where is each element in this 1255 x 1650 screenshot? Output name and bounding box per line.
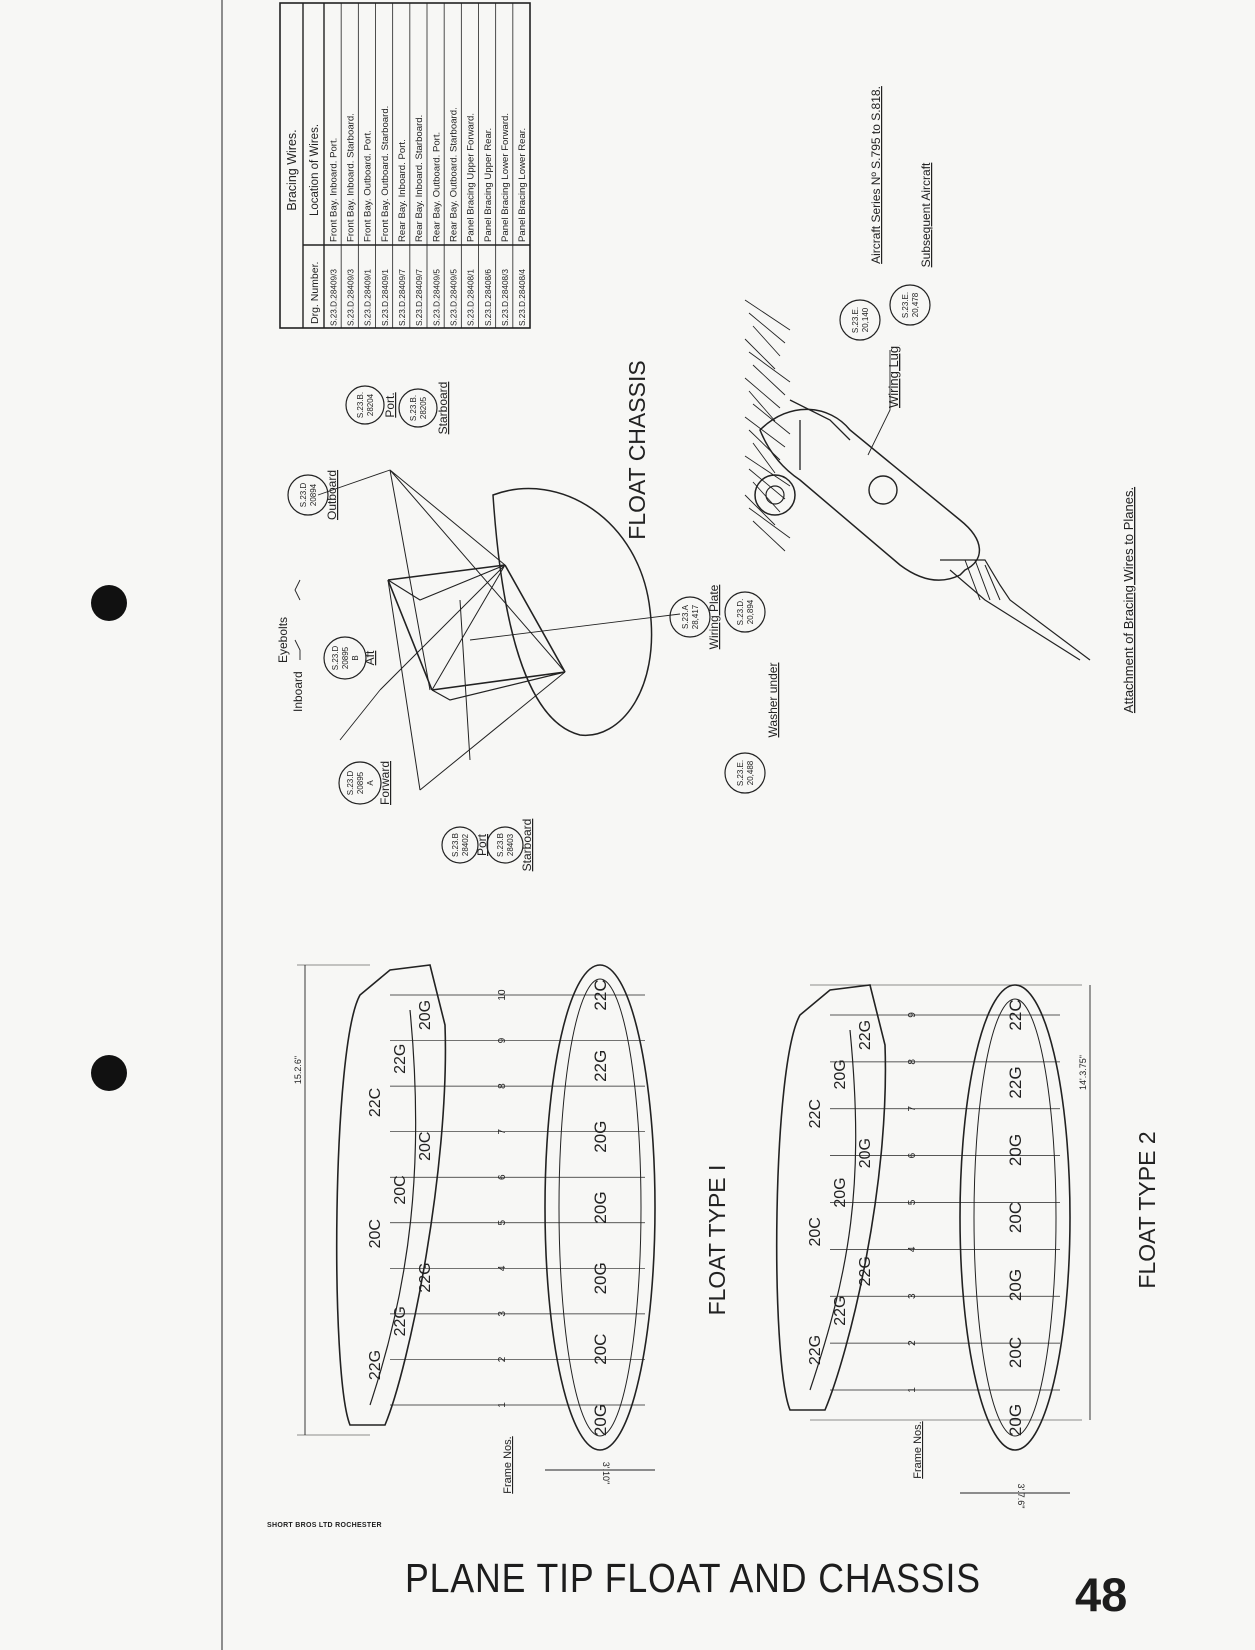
callout-number: 28,417 bbox=[691, 604, 700, 630]
panel-gauge-label: 22G bbox=[591, 1049, 610, 1082]
callout-label: Aircraft Series Nº S.795 to S.818. bbox=[869, 86, 883, 264]
inboard-label: Inboard bbox=[291, 671, 305, 712]
surface-hatching bbox=[745, 495, 775, 525]
frame-number: 6 bbox=[497, 1174, 508, 1181]
callout-washer-2 bbox=[725, 753, 765, 793]
callout-circle bbox=[890, 285, 930, 325]
callout-number: 28403 bbox=[506, 833, 515, 857]
surface-hatching bbox=[749, 391, 775, 421]
panel-gauge-label: 20G bbox=[832, 1177, 849, 1208]
surface-hatching bbox=[753, 365, 785, 395]
frame-number: 6 bbox=[907, 1152, 918, 1159]
table-cell-location: Panel Bracing Lower Forward. bbox=[500, 112, 512, 242]
wiring-lug-label: Wiring Lug bbox=[886, 345, 901, 408]
callout-number: A bbox=[366, 780, 375, 786]
callout-label: Aft bbox=[363, 650, 377, 666]
panel-gauge-label: 20G bbox=[591, 1120, 610, 1153]
frame-number: 2 bbox=[907, 1340, 918, 1346]
callout-label: Outboard bbox=[325, 469, 339, 521]
publisher-credit: SHORT BROS LTD ROCHESTER bbox=[267, 1522, 382, 1529]
table-cell-location: Front Bay. Outboard. Starboard. bbox=[379, 105, 391, 242]
frame-number: 4 bbox=[907, 1246, 918, 1253]
table-cell-location: Panel Bracing Lower Rear. bbox=[517, 127, 529, 242]
callout-number: S.23.B bbox=[496, 832, 505, 858]
panel-gauge-label: 20G bbox=[1006, 1403, 1025, 1437]
table-title: Bracing Wires. bbox=[285, 129, 299, 211]
panel-gauge-label: 22C bbox=[367, 1087, 384, 1118]
callout-number: S.23.B bbox=[451, 832, 460, 858]
callout-number: 20895 bbox=[356, 771, 365, 795]
callout-wiring-plate bbox=[670, 584, 721, 649]
surface-hatching bbox=[753, 404, 790, 434]
callout-circle bbox=[399, 389, 437, 427]
lug-pin bbox=[869, 476, 897, 504]
callout-label: Forward bbox=[378, 760, 392, 806]
panel-gauge-label: 20C bbox=[367, 1219, 384, 1249]
panel-gauge-label: 20G bbox=[591, 1262, 610, 1295]
float-title: FLOAT TYPE I bbox=[704, 1164, 730, 1316]
callout-number: 20,488 bbox=[746, 760, 755, 786]
table-cell-drg: S.23.D.28408/6 bbox=[483, 269, 493, 326]
callout-circle bbox=[725, 753, 765, 793]
callout-circle bbox=[840, 300, 880, 340]
panel-gauge-label: 20C bbox=[1006, 1336, 1025, 1369]
frame-number: 5 bbox=[907, 1199, 918, 1206]
callout-number: S.23.E. bbox=[901, 291, 910, 319]
panel-gauge-label: 20G bbox=[417, 999, 434, 1031]
table-cell-location: Panel Bracing Upper Forward. bbox=[465, 112, 477, 242]
frame-label: Frame Nos. bbox=[912, 1421, 924, 1479]
callout-label: Washer under bbox=[766, 662, 780, 738]
callout-number: 28205 bbox=[419, 396, 428, 420]
bracing-wires-table bbox=[280, 3, 530, 328]
callout-number: 20,894 bbox=[746, 599, 755, 625]
callout-number: S.23.A bbox=[681, 604, 690, 630]
table-header-drg: Drg. Number. bbox=[309, 261, 321, 324]
panel-gauge-label: 20C bbox=[591, 1333, 610, 1365]
panel-gauge-label: 22G bbox=[832, 1295, 849, 1326]
float-length: 14'.3.75" bbox=[1078, 1055, 1088, 1090]
float-length: 15.2.6" bbox=[293, 1055, 303, 1085]
bracing-wire bbox=[940, 560, 1090, 660]
callout-lug-series bbox=[840, 86, 883, 340]
panel-gauge-label: 22G bbox=[417, 1262, 434, 1293]
table-cell-location: Rear Bay. Inboard. Starboard. bbox=[414, 114, 426, 242]
float-chassis-title: FLOAT CHASSIS bbox=[624, 360, 650, 540]
table-cell-drg: S.23.D.28409/5 bbox=[432, 269, 442, 326]
table-cell-drg: S.23.D.28409/1 bbox=[380, 269, 390, 326]
eyebolts-label: Eyebolts bbox=[276, 616, 290, 663]
frame-number: 9 bbox=[907, 1012, 918, 1018]
float-beam: 3'.10" bbox=[601, 1461, 611, 1485]
callout-number: 20894 bbox=[309, 483, 318, 507]
callout-number: S.23.B. bbox=[356, 391, 365, 419]
callout-number: S.23.E. bbox=[851, 306, 860, 334]
panel-gauge-label: 22G bbox=[392, 1043, 409, 1074]
frame-number: 7 bbox=[907, 1105, 918, 1112]
eyebolt-nut bbox=[766, 486, 784, 504]
frame-label: Frame Nos. bbox=[502, 1436, 514, 1494]
frame-number: 5 bbox=[497, 1219, 508, 1226]
table-cell-drg: S.23.D.28409/3 bbox=[346, 269, 356, 326]
surface-hatching bbox=[745, 339, 775, 369]
panel-gauge-label: 22G bbox=[1006, 1066, 1025, 1099]
frame-number: 1 bbox=[497, 1402, 508, 1408]
callout-number: 20,140 bbox=[861, 307, 870, 333]
callout-label: Subsequent Aircraft bbox=[919, 162, 933, 268]
float-beam: 3'.7.6" bbox=[1016, 1483, 1026, 1509]
table-cell-drg: S.23.D.28409/7 bbox=[415, 269, 425, 326]
callout-washer bbox=[725, 592, 780, 737]
frame-number: 7 bbox=[497, 1128, 508, 1135]
float-type-1 bbox=[293, 965, 730, 1494]
panel-gauge-label: 22C bbox=[591, 979, 610, 1011]
callout-number: 28204 bbox=[366, 393, 375, 417]
callout-aft bbox=[324, 637, 377, 679]
callout-label: Starboard bbox=[520, 818, 534, 872]
surface-hatching bbox=[753, 521, 785, 551]
panel-gauge-label: 20C bbox=[807, 1217, 824, 1247]
table-cell-location: Front Bay. Inboard. Starboard. bbox=[345, 113, 357, 242]
eyebolts-brace bbox=[295, 580, 300, 660]
callout-port-top bbox=[346, 386, 397, 424]
table-cell-location: Front Bay. Outboard. Port. bbox=[362, 130, 374, 242]
callout-lug-subsequent bbox=[890, 162, 933, 325]
panel-gauge-label: 20G bbox=[857, 1138, 874, 1169]
callout-number: 28402 bbox=[461, 833, 470, 857]
panel-gauge-label: 20G bbox=[832, 1059, 849, 1090]
attachment-detail bbox=[725, 86, 1136, 793]
panel-gauge-label: 22C bbox=[1006, 999, 1025, 1031]
panel-gauge-label: 22G bbox=[807, 1334, 824, 1366]
panel-gauge-label: 20C bbox=[1006, 1201, 1025, 1234]
panel-gauge-label: 20G bbox=[591, 1191, 610, 1224]
frame-number: 3 bbox=[907, 1293, 918, 1300]
callout-number: S.23.D bbox=[331, 645, 340, 671]
callout-forward bbox=[339, 761, 392, 805]
surface-hatching bbox=[749, 430, 780, 460]
panel-gauge-label: 20G bbox=[1006, 1133, 1025, 1167]
table-cell-location: Panel Bracing Upper Rear. bbox=[482, 127, 494, 242]
table-cell-location: Rear Bay. Inboard. Port. bbox=[397, 139, 409, 242]
page-number: 48 bbox=[1075, 1568, 1128, 1621]
frame-number: 4 bbox=[497, 1265, 508, 1272]
callout-label: Wiring Plate bbox=[707, 584, 721, 650]
panel-gauge-label: 20C bbox=[392, 1175, 409, 1205]
callout-starboard-low bbox=[487, 819, 534, 872]
eyebolt-nut bbox=[755, 475, 795, 515]
chassis-struts bbox=[388, 565, 565, 690]
frame-number: 8 bbox=[497, 1083, 508, 1089]
callout-number: S.23.D. bbox=[736, 598, 745, 626]
callout-circle bbox=[346, 386, 384, 424]
callout-number: S.23.D bbox=[346, 770, 355, 796]
table-cell-drg: S.23.D.28408/4 bbox=[518, 269, 528, 326]
panel-gauge-label: 22G bbox=[367, 1349, 384, 1381]
callout-number: S.23.D bbox=[299, 482, 308, 508]
frame-number: 1 bbox=[907, 1387, 918, 1393]
leader-lines bbox=[470, 614, 680, 640]
callout-circle bbox=[288, 475, 328, 515]
panel-gauge-label: 22G bbox=[857, 1256, 874, 1287]
table-cell-drg: S.23.D.28409/7 bbox=[398, 269, 408, 326]
table-cell-location: Rear Bay. Outboard. Starboard. bbox=[448, 107, 460, 242]
table-cell-drg: S.23.D.28409/3 bbox=[329, 269, 339, 326]
callout-circle bbox=[442, 827, 478, 863]
callout-number: B bbox=[351, 655, 360, 661]
callout-number: 20895 bbox=[341, 646, 350, 670]
panel-gauge-label: 22G bbox=[392, 1306, 409, 1337]
callout-circle bbox=[725, 592, 765, 632]
chassis-struts bbox=[388, 565, 565, 700]
frame-number: 2 bbox=[497, 1356, 508, 1363]
table-cell-drg: S.23.D.28409/1 bbox=[363, 269, 373, 326]
callout-label: Port. bbox=[383, 392, 397, 418]
float-type-2 bbox=[777, 985, 1160, 1508]
callout-outboard bbox=[288, 470, 339, 520]
panel-gauge-label: 22G bbox=[857, 1019, 874, 1051]
table-cell-location: Front Bay. Inboard. Port. bbox=[328, 137, 340, 242]
callout-port-low bbox=[442, 827, 489, 863]
frame-number: 3 bbox=[497, 1311, 508, 1317]
page-title: PLANE TIP FLOAT AND CHASSIS bbox=[405, 1555, 981, 1601]
frame-number: 9 bbox=[497, 1037, 508, 1044]
panel-gauge-label: 20G bbox=[591, 1403, 610, 1437]
table-header-location: Location of Wires. bbox=[309, 123, 321, 217]
panel-gauge-label: 20G bbox=[1006, 1268, 1025, 1302]
callout-number: S.23.B. bbox=[409, 394, 418, 422]
table-cell-drg: S.23.D.28408/3 bbox=[501, 269, 511, 326]
frame-number: 8 bbox=[907, 1059, 918, 1065]
attachment-title: Attachment of Bracing Wires to Planes. bbox=[1121, 486, 1136, 714]
table-cell-drg: S.23.D.28408/1 bbox=[466, 269, 476, 326]
callout-number: 20,478 bbox=[911, 292, 920, 318]
table-cell-drg: S.23.D.28409/5 bbox=[449, 269, 459, 326]
callout-starboard-top bbox=[399, 382, 450, 435]
callout-number: S.23.E. bbox=[736, 759, 745, 787]
float-title: FLOAT TYPE 2 bbox=[1134, 1131, 1160, 1289]
callout-label: Port bbox=[475, 833, 489, 857]
callout-circle bbox=[670, 597, 710, 637]
table-cell-location: Rear Bay. Outboard. Port. bbox=[431, 131, 443, 242]
callout-label: Starboard bbox=[436, 381, 450, 435]
panel-gauge-label: 22C bbox=[807, 1099, 824, 1129]
float-chassis-drawing bbox=[276, 360, 721, 871]
frame-number: 10 bbox=[497, 989, 508, 1001]
panel-gauge-label: 20C bbox=[417, 1131, 434, 1161]
callout-circle bbox=[487, 827, 523, 863]
